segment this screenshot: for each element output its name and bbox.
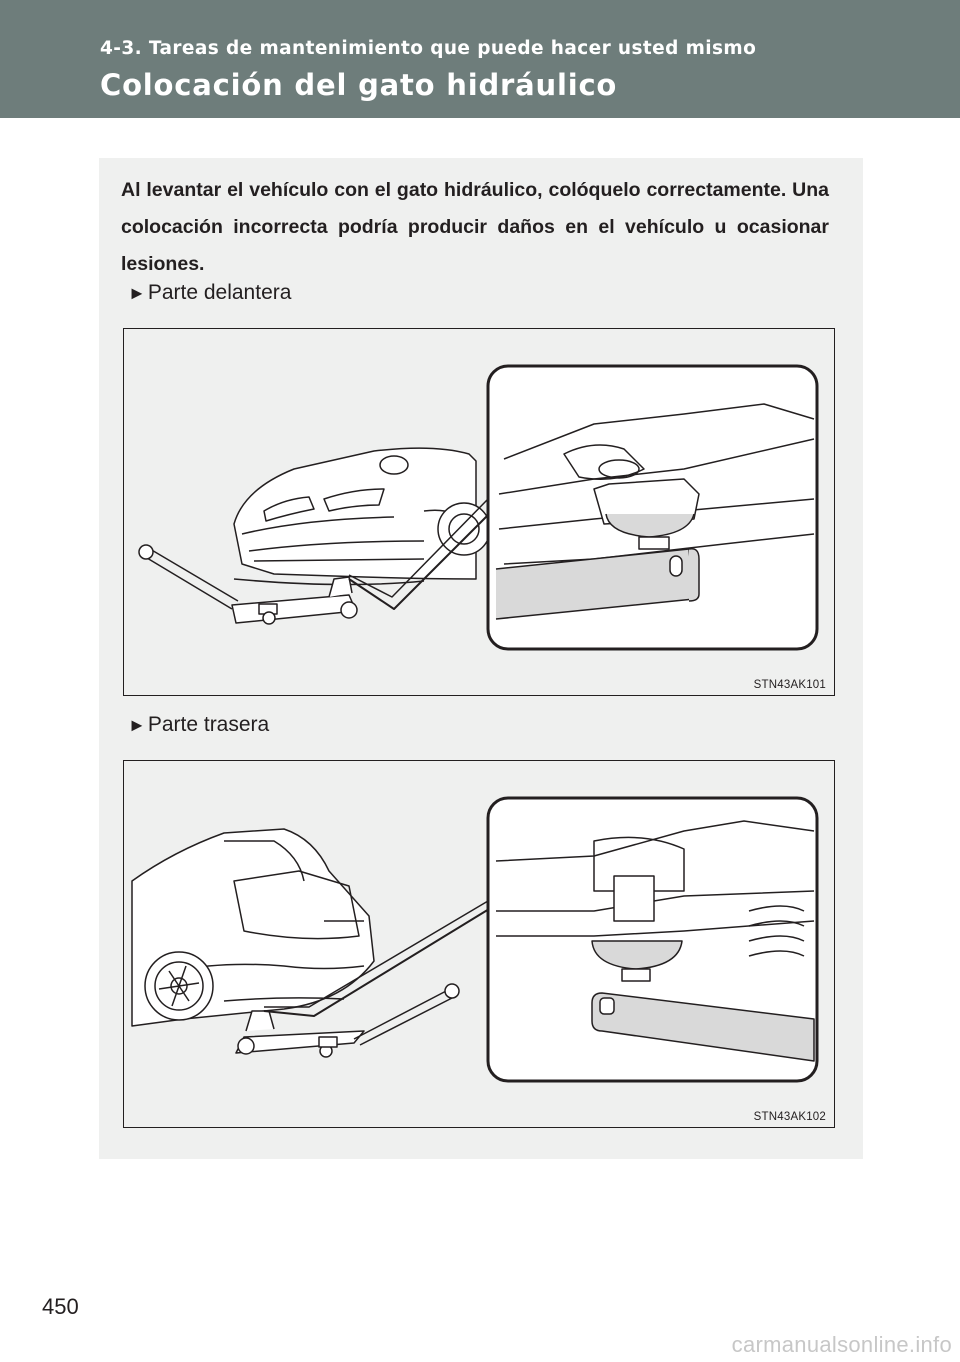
watermark: carmanualsonline.info <box>731 1332 952 1357</box>
rear-jack-illustration <box>124 761 836 1129</box>
figure-front-jack-point <box>123 328 835 696</box>
figure-rear-jack-point <box>123 760 835 1128</box>
figure-code-rear: STN43AK102 <box>753 1111 826 1123</box>
subheading-rear <box>128 713 269 737</box>
black-right-triangle-icon: ► <box>128 283 146 303</box>
section-title: 4-3. Tareas de mantenimiento que puede hacer usted mismo <box>100 38 757 59</box>
subheading-front <box>128 281 291 305</box>
header-bar <box>0 0 960 118</box>
page-number: 450 <box>42 1294 79 1319</box>
front-jack-illustration <box>124 329 836 697</box>
subheading-front-label: Parte delantera <box>147 281 292 304</box>
page-title: Colocación del gato hidráulico <box>100 68 618 102</box>
figure-code-front: STN43AK101 <box>753 679 826 691</box>
intro-paragraph: Al levantar el vehículo con el gato hidráulico, colóquelo correctamente. Una colocación incorrecta podría producir daños en el vehículo u ocasionar lesiones. <box>121 179 829 275</box>
black-right-triangle-icon: ► <box>128 715 146 735</box>
subheading-rear-label: Parte trasera <box>147 713 270 736</box>
